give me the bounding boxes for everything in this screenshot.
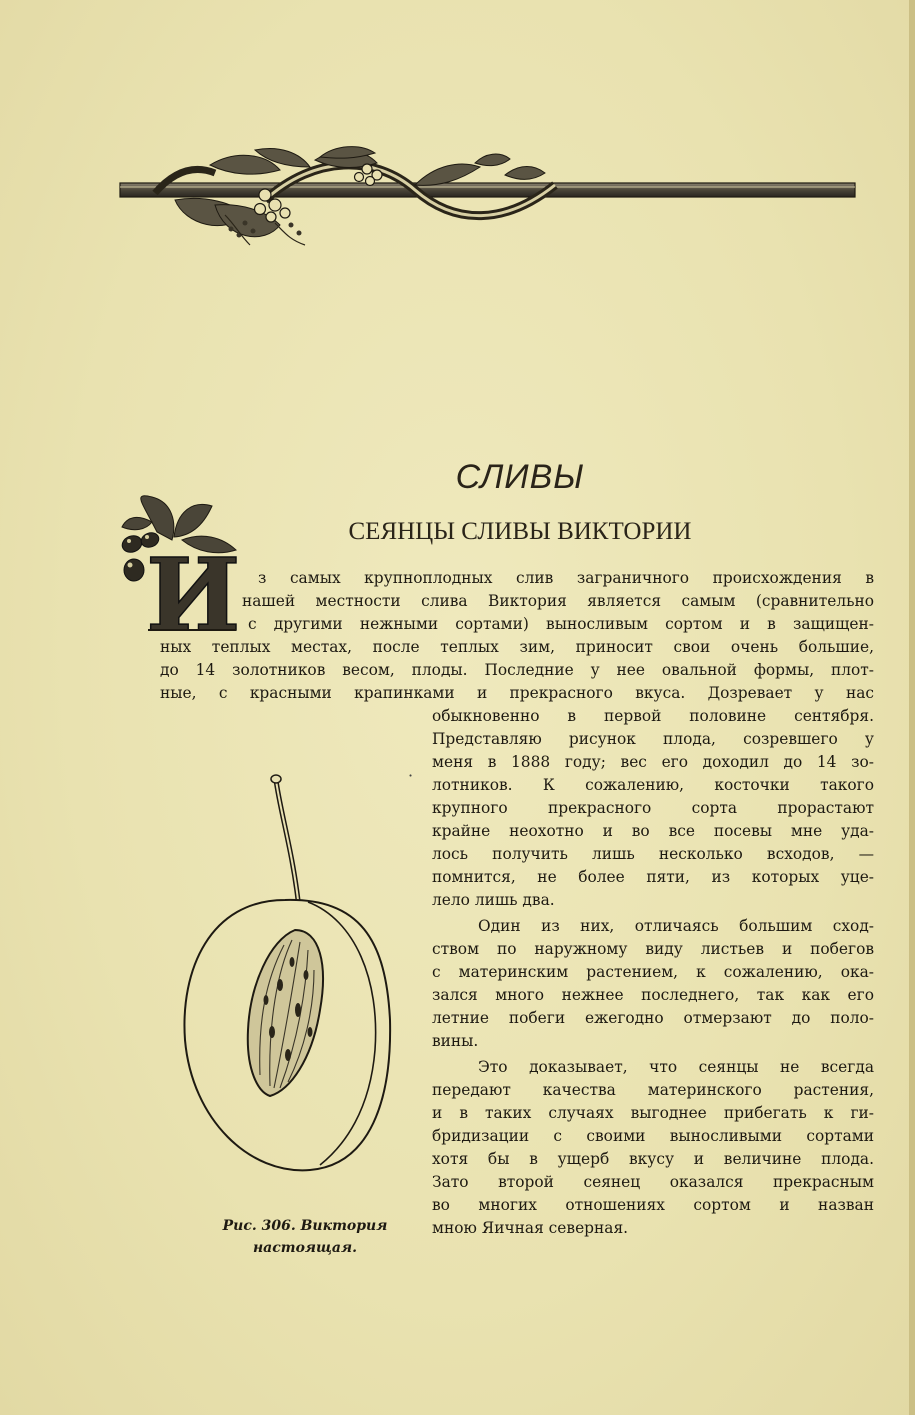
article-subtitle: СЕЯНЦЫ СЛИВЫ ВИКТОРИИ	[348, 518, 692, 545]
text-line: лело лишь два.	[432, 891, 555, 909]
text-line: обыкновенно в первой половине сентября.	[432, 707, 874, 725]
text-line: и в таких случаях выгоднее прибегать к ги-	[432, 1104, 874, 1122]
section-title: СЛИВЫ	[455, 458, 585, 496]
text-line: ством по наружному виду листьев и побегов	[432, 940, 874, 958]
text-line: помнится, не более пяти, из которых уце-	[432, 868, 874, 886]
figure-caption	[205, 1215, 405, 1259]
text-line: нашей местности слива Виктория является самым (сравнительно	[242, 592, 874, 610]
text-line: з самых крупноплодных слив заграничного происхождения в	[258, 569, 874, 587]
text-line: крупного прекрасного сорта прорастают	[432, 799, 874, 817]
text-line: с материнским растением, к сожалению, ока-	[432, 963, 874, 981]
text-line: летние побеги ежегодно отмерзают до поло-	[432, 1009, 874, 1027]
text-line: вины.	[432, 1032, 479, 1050]
print-speck: ·	[408, 766, 414, 785]
text-line: во многих отношениях сортом и назван	[432, 1196, 874, 1214]
text-line: лось получить лишь несколько всходов, —	[432, 845, 874, 863]
text-line: мною Яичная северная.	[432, 1219, 629, 1237]
text-line: с другими нежными сортами) выносливым сортом и в защищен-	[248, 615, 874, 633]
text-line: лотников. К сожалению, косточки такого	[432, 776, 874, 794]
plum-illustration	[180, 770, 400, 1180]
text-line: ных теплых местах, после теплых зим, приносит свои очень большие,	[160, 638, 874, 656]
text-line: Представляю рисунок плода, созревшего у	[432, 730, 874, 748]
header-ornament	[115, 145, 860, 255]
dropcap-letter: И	[146, 536, 241, 634]
text-line: крайне неохотно и во все посевы мне уда-	[432, 822, 874, 840]
page-edge	[909, 0, 915, 1415]
text-line: Зато второй сеянец оказался прекрасным	[432, 1173, 874, 1191]
caption-line: настоящая.	[252, 1240, 358, 1256]
text-line: меня в 1888 году; вес его доходил до 14 зо-	[432, 753, 874, 771]
caption-line: Рис. 306. Виктория	[222, 1218, 388, 1234]
text-line: ные, с красными крапинками и прекрасного вкуса. Дозревает у нас	[160, 684, 874, 702]
text-line: передают качества материнского растения,	[432, 1081, 874, 1099]
text-line: Это доказывает, что сеянцы не всегда	[478, 1058, 874, 1076]
text-line: зался много нежнее последнего, так как его	[432, 986, 874, 1004]
text-line: хотя бы в ущерб вкусу и величине плода.	[432, 1150, 874, 1168]
text-line: до 14 золотников весом, плоды. Последние у нее овальной формы, плот-	[160, 661, 874, 679]
text-line: Один из них, отличаясь большим сход-	[478, 917, 874, 935]
dropcap-ornament	[112, 492, 244, 634]
text-line: бридизации с своими выносливыми сортами	[432, 1127, 874, 1145]
